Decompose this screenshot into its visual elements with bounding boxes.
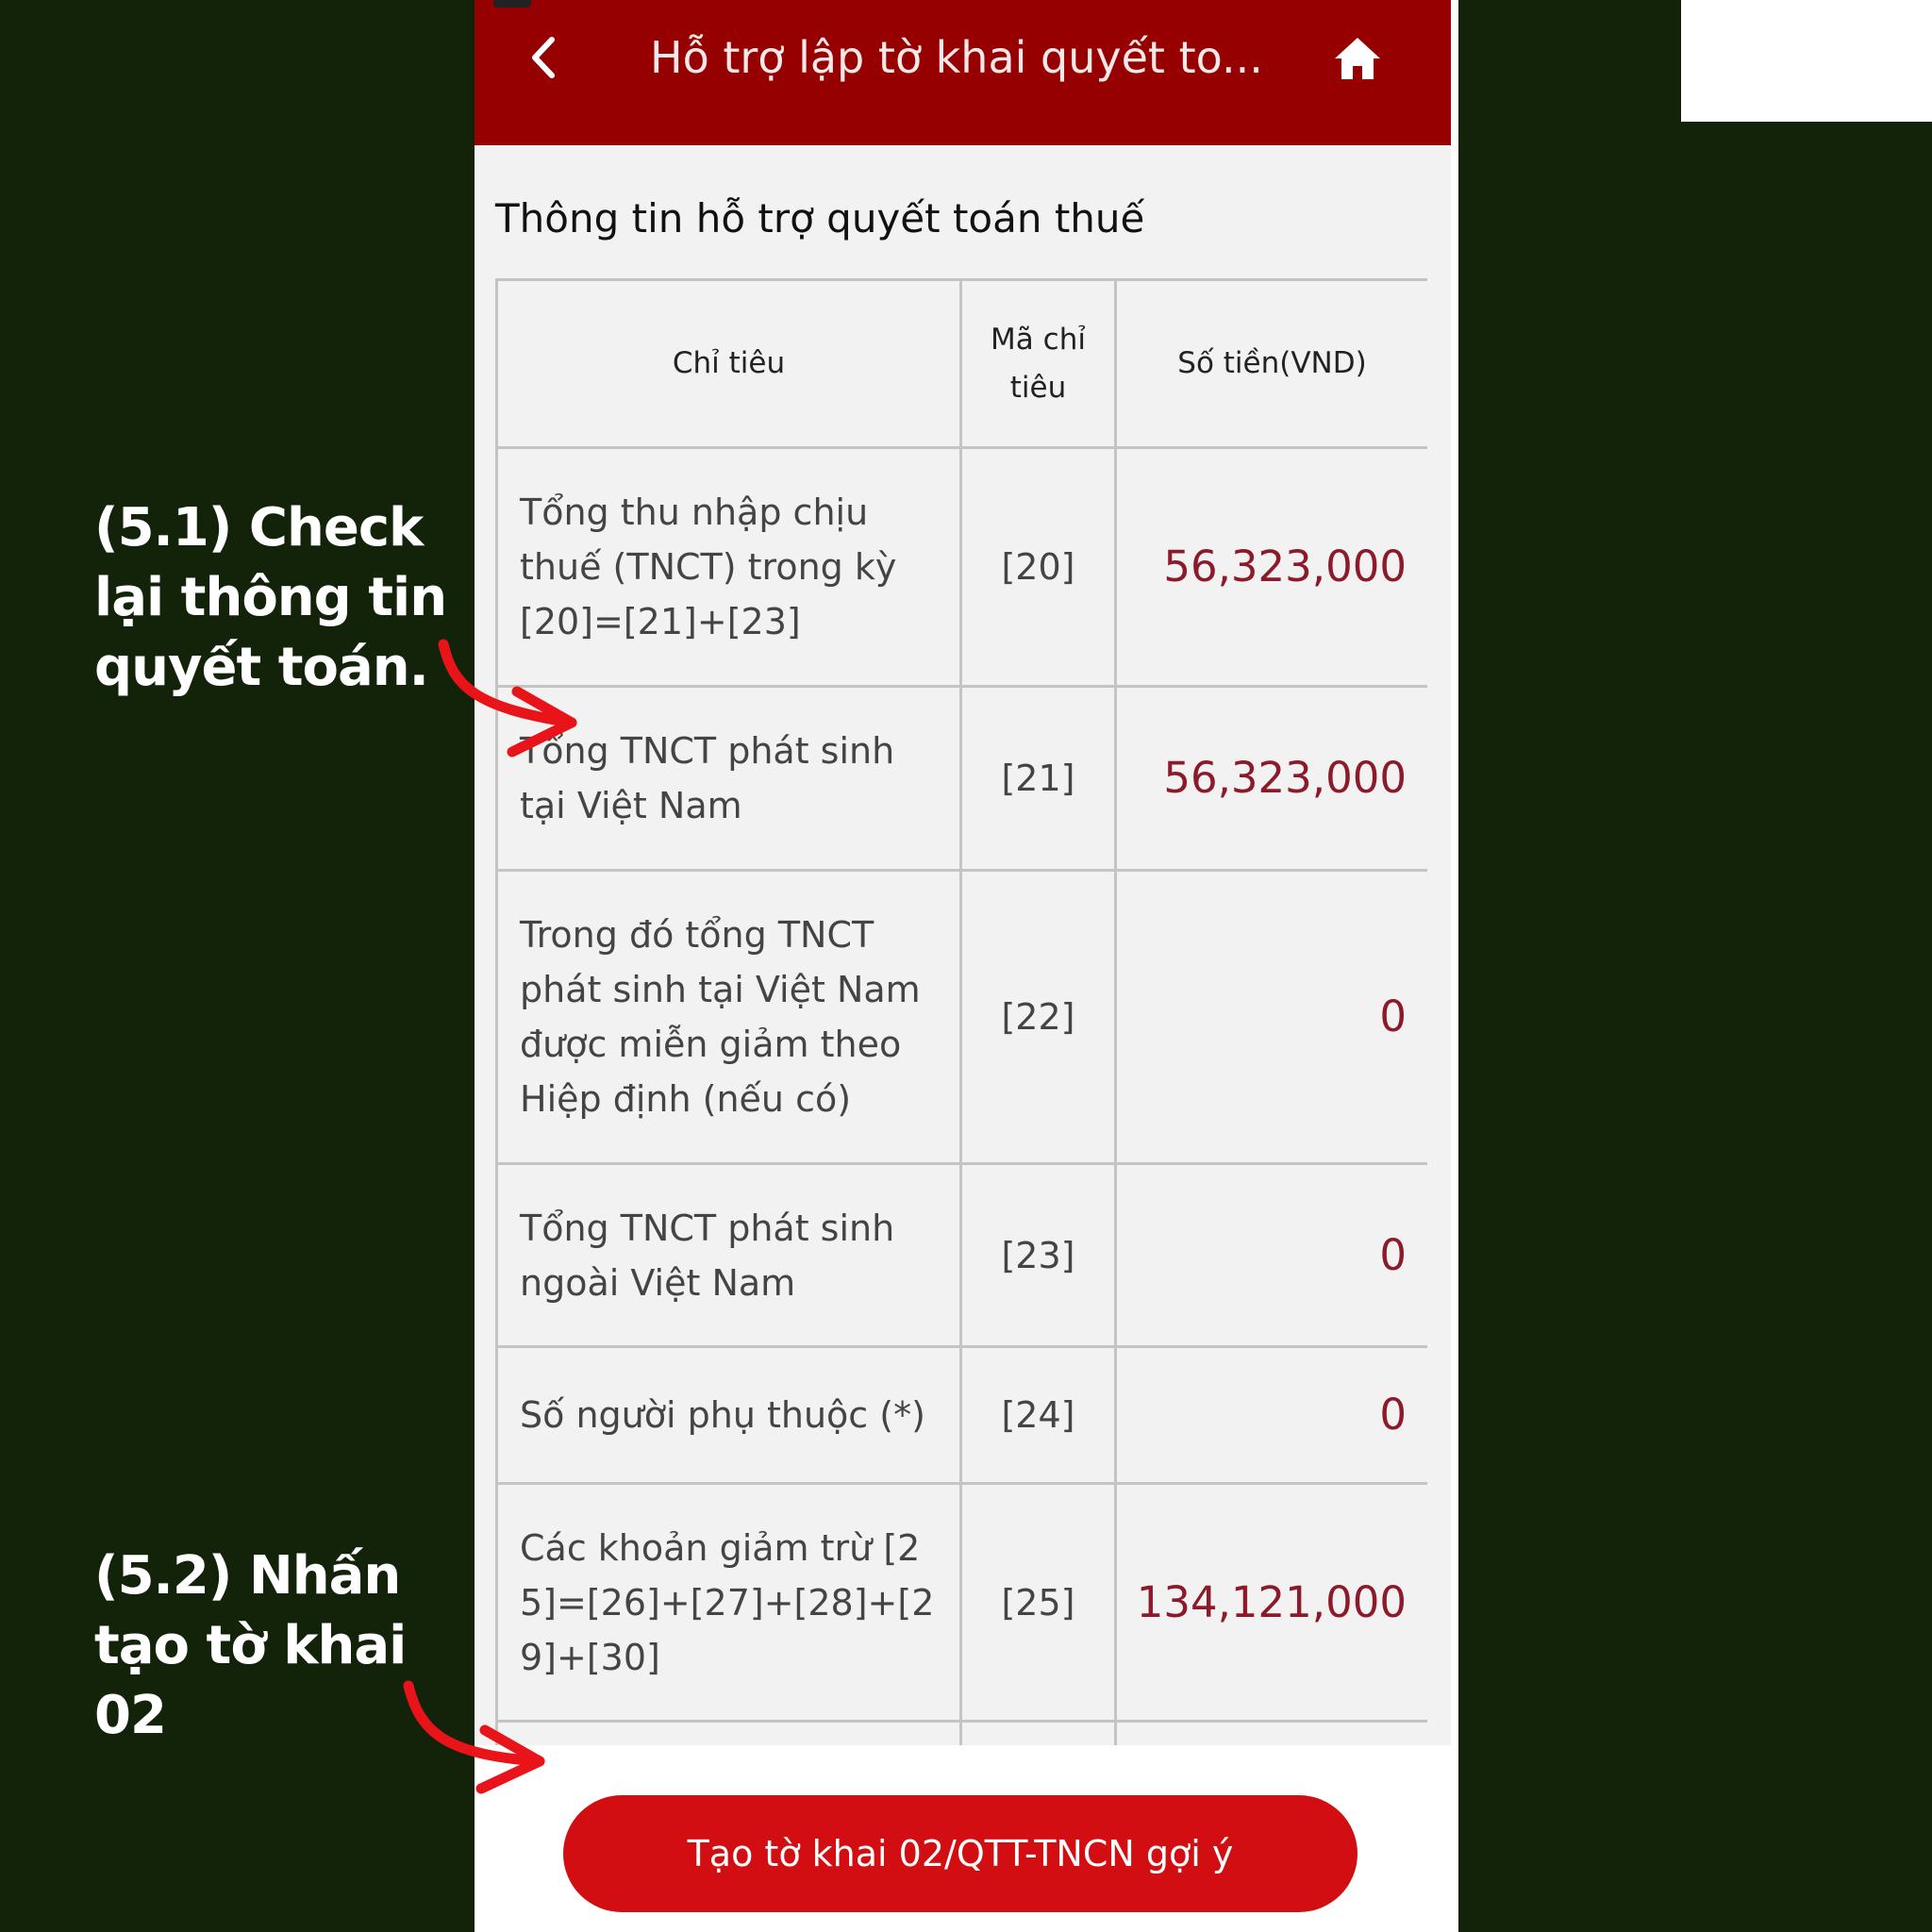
- row-amount: 0: [1116, 1164, 1428, 1347]
- app-header: [475, 0, 1451, 145]
- table-row: [497, 448, 1428, 687]
- table-row: [497, 1484, 1428, 1722]
- annotation-line: quyết toán.: [94, 637, 428, 698]
- step-5-1-annotation: [94, 493, 446, 703]
- chevron-left-icon[interactable]: [522, 34, 569, 81]
- row-amount: 0: [1116, 871, 1428, 1164]
- row-label: Các khoản giảm trừ [25]=[26]+[27]+[28]+[29]+[30]: [497, 1484, 961, 1722]
- row-code: [21]: [961, 687, 1116, 871]
- annotation-line: lại thông tin: [94, 567, 447, 628]
- column-header-code-text: Mã chỉ tiêu: [991, 322, 1086, 405]
- row-code: [961, 1722, 1116, 1746]
- section-title: Thông tin hỗ trợ quyết toán thuế: [495, 195, 1145, 242]
- row-label: Trong đó tổng TNCT phát sinh tại Việt Nam được miễn giảm theo Hiệp định (nếu có): [497, 871, 961, 1164]
- table-row: [497, 1164, 1428, 1347]
- settlement-table: [495, 278, 1427, 1745]
- row-code: [24]: [961, 1347, 1116, 1484]
- row-label: [497, 1722, 961, 1746]
- row-code: [23]: [961, 1164, 1116, 1347]
- row-code: [20]: [961, 448, 1116, 687]
- annotation-line: 02: [94, 1685, 166, 1746]
- annotation-line: (5.2) Nhấn: [94, 1545, 401, 1607]
- table-row: [497, 687, 1428, 871]
- row-label: Số người phụ thuộc (*): [497, 1347, 961, 1484]
- row-label: Tổng TNCT phát sinh tại Việt Nam: [497, 687, 961, 871]
- row-label: Tổng thu nhập chịu thuế (TNCT) trong kỳ [20]=[21]+[23]: [497, 448, 961, 687]
- annotation-line: (5.1) Check: [94, 497, 424, 558]
- table-header-row: [497, 280, 1428, 448]
- row-amount: 56,323,000: [1116, 448, 1428, 687]
- screen-edge: [1451, 0, 1458, 1932]
- bottom-action-bar: [475, 1745, 1458, 1932]
- corner-white-block: [1681, 0, 1932, 122]
- row-amount: [1116, 1722, 1428, 1746]
- row-label: Tổng TNCT phát sinh ngoài Việt Nam: [497, 1164, 961, 1347]
- column-header-amount: Số tiền(VND): [1116, 280, 1428, 448]
- row-code: [22]: [961, 871, 1116, 1164]
- home-icon[interactable]: [1331, 34, 1384, 83]
- create-declaration-button[interactable]: Tạo tờ khai 02/QTT-TNCN gợi ý: [563, 1795, 1357, 1912]
- header-title: Hỗ trợ lập tờ khai quyết to...: [650, 32, 1263, 83]
- column-header-code: [961, 280, 1116, 448]
- row-code: [25]: [961, 1484, 1116, 1722]
- table-row: [497, 871, 1428, 1164]
- row-amount: 134,121,000: [1116, 1484, 1428, 1722]
- settlement-table-container[interactable]: [495, 278, 1427, 1745]
- step-5-2-annotation: [94, 1541, 406, 1751]
- annotation-line: tạo tờ khai: [94, 1615, 407, 1676]
- row-amount: 0: [1116, 1347, 1428, 1484]
- row-amount: 56,323,000: [1116, 687, 1428, 871]
- phone-screen: [475, 0, 1458, 1932]
- table-row: [497, 1722, 1428, 1746]
- status-bar-mark: [493, 0, 531, 8]
- table-row: [497, 1347, 1428, 1484]
- column-header-indicator: Chỉ tiêu: [497, 280, 961, 448]
